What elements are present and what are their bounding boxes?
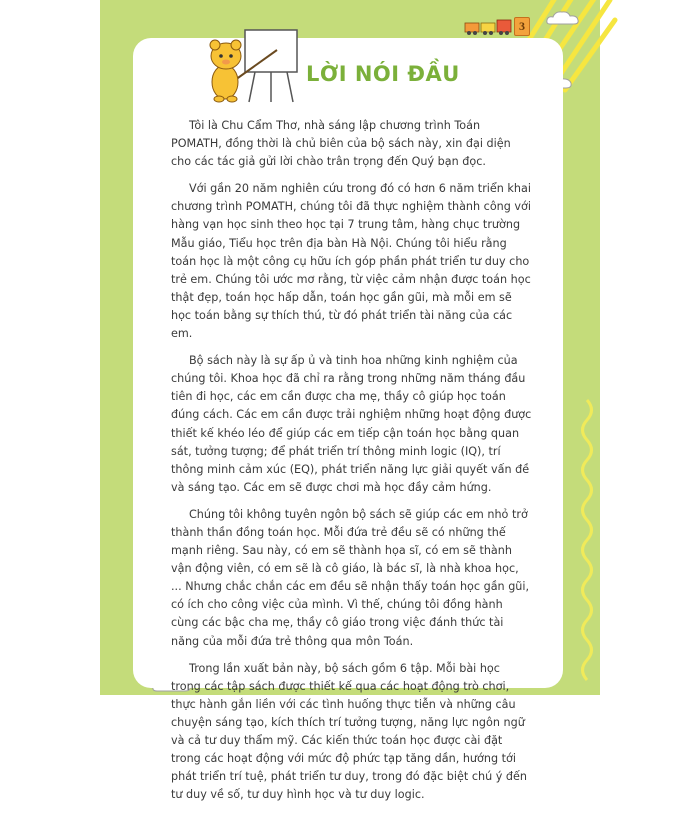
toy-train-icon: [464, 16, 516, 36]
wavy-line-decoration: [578, 400, 596, 680]
paragraph: Bộ sách này là sự ấp ủ và tinh hoa những kinh nghiệm của chúng tôi. Khoa học đã chỉ ra rằng trong những năm tháng đầu tiên đi học, các em cần được cha mẹ, thầy cô giúp học toán đúng cách. Các em cần được trải nghiệm những hoạt động được thiết kế khéo léo để giúp các em tiếp cận toán học bằng quan sát, tưởng tượng; để phát triển trí thông minh logic (IQ), trí thông minh cảm xúc (EQ), phát triển năng lực giải quyết vấn đề và sáng tạo. Các em sẽ được chơi mà học đầy cảm hứng.: [171, 354, 532, 494]
cloud-icon: [546, 10, 580, 26]
paragraph: Tôi là Chu Cẩm Thơ, nhà sáng lập chương trình Toán POMATH, đồng thời là chủ biên của bộ sách này, xin đại diện cho các tác giả gửi lời chào trân trọng đến Quý bạn đọc.: [171, 119, 511, 169]
paragraph: Chúng tôi không tuyên ngôn bộ sách sẽ giúp các em nhỏ trở thành thần đồng toán học. Mỗi đứa trẻ đều sẽ có những thế mạnh riêng. Sau này, có em sẽ thành họa sĩ, có em sẽ thành vận động viên, có em sẽ là cô giáo, là bác sĩ, là nhà khoa học, ... Nhưng chắc chắn các em đều sẽ nhận thấy toán học gần gũi, có ích cho công việc của mình. Vì thế, chúng tôi đồng hành cùng các bậc cha mẹ, thầy cô giáo trong việc đánh thức tài năng của mỗi đứa trẻ thông qua môn Toán.: [171, 507, 530, 648]
page-title: LỜI NÓI ĐẦU: [306, 62, 460, 86]
preface-body: [171, 117, 532, 813]
paragraph: Trong lần xuất bản này, bộ sách gồm 6 tập. Mỗi bài học trong các tập sách được thiết kế qua các hoạt động trò chơi, thực hành gắn liền với các tình huống thực tiễn và những câu chuyện sáng tạo, kích thích trí tưởng tượng, năng lực ngôn ngữ và cả tư duy thẩm mỹ. Các kiến thức toán học được cài đặt trong các hoạt động với mức độ phức tạp tăng dần, hướng tới phát triển trí tuệ, phát triển tư duy, trong đó đặc biệt chú ý đến tư duy về số, tư duy hình học và tư duy logic.: [171, 661, 527, 802]
page-number: 3: [514, 17, 530, 36]
bear-mascot-with-whiteboard-icon: [205, 20, 305, 110]
paragraph: Với gần 20 năm nghiên cứu trong đó có hơn 6 năm triển khai chương trình POMATH, chúng tôi đã thực nghiệm thành công với hàng vạn học sinh theo học tại 7 trung tâm, hàng chục trường Mẫu giáo, Tiểu học trên địa bàn Hà Nội. Chúng tôi hiểu rằng toán học là một công cụ hữu ích góp phần phát triển tư duy cho trẻ em. Chúng tôi ước mơ rằng, từ việc cảm nhận được toán học thật đẹp, toán học hấp dẫn, toán học gần gũi, mà mỗi em sẽ học toán bằng sự thích thú, từ đó phát triển tài năng của các em.: [171, 182, 531, 341]
